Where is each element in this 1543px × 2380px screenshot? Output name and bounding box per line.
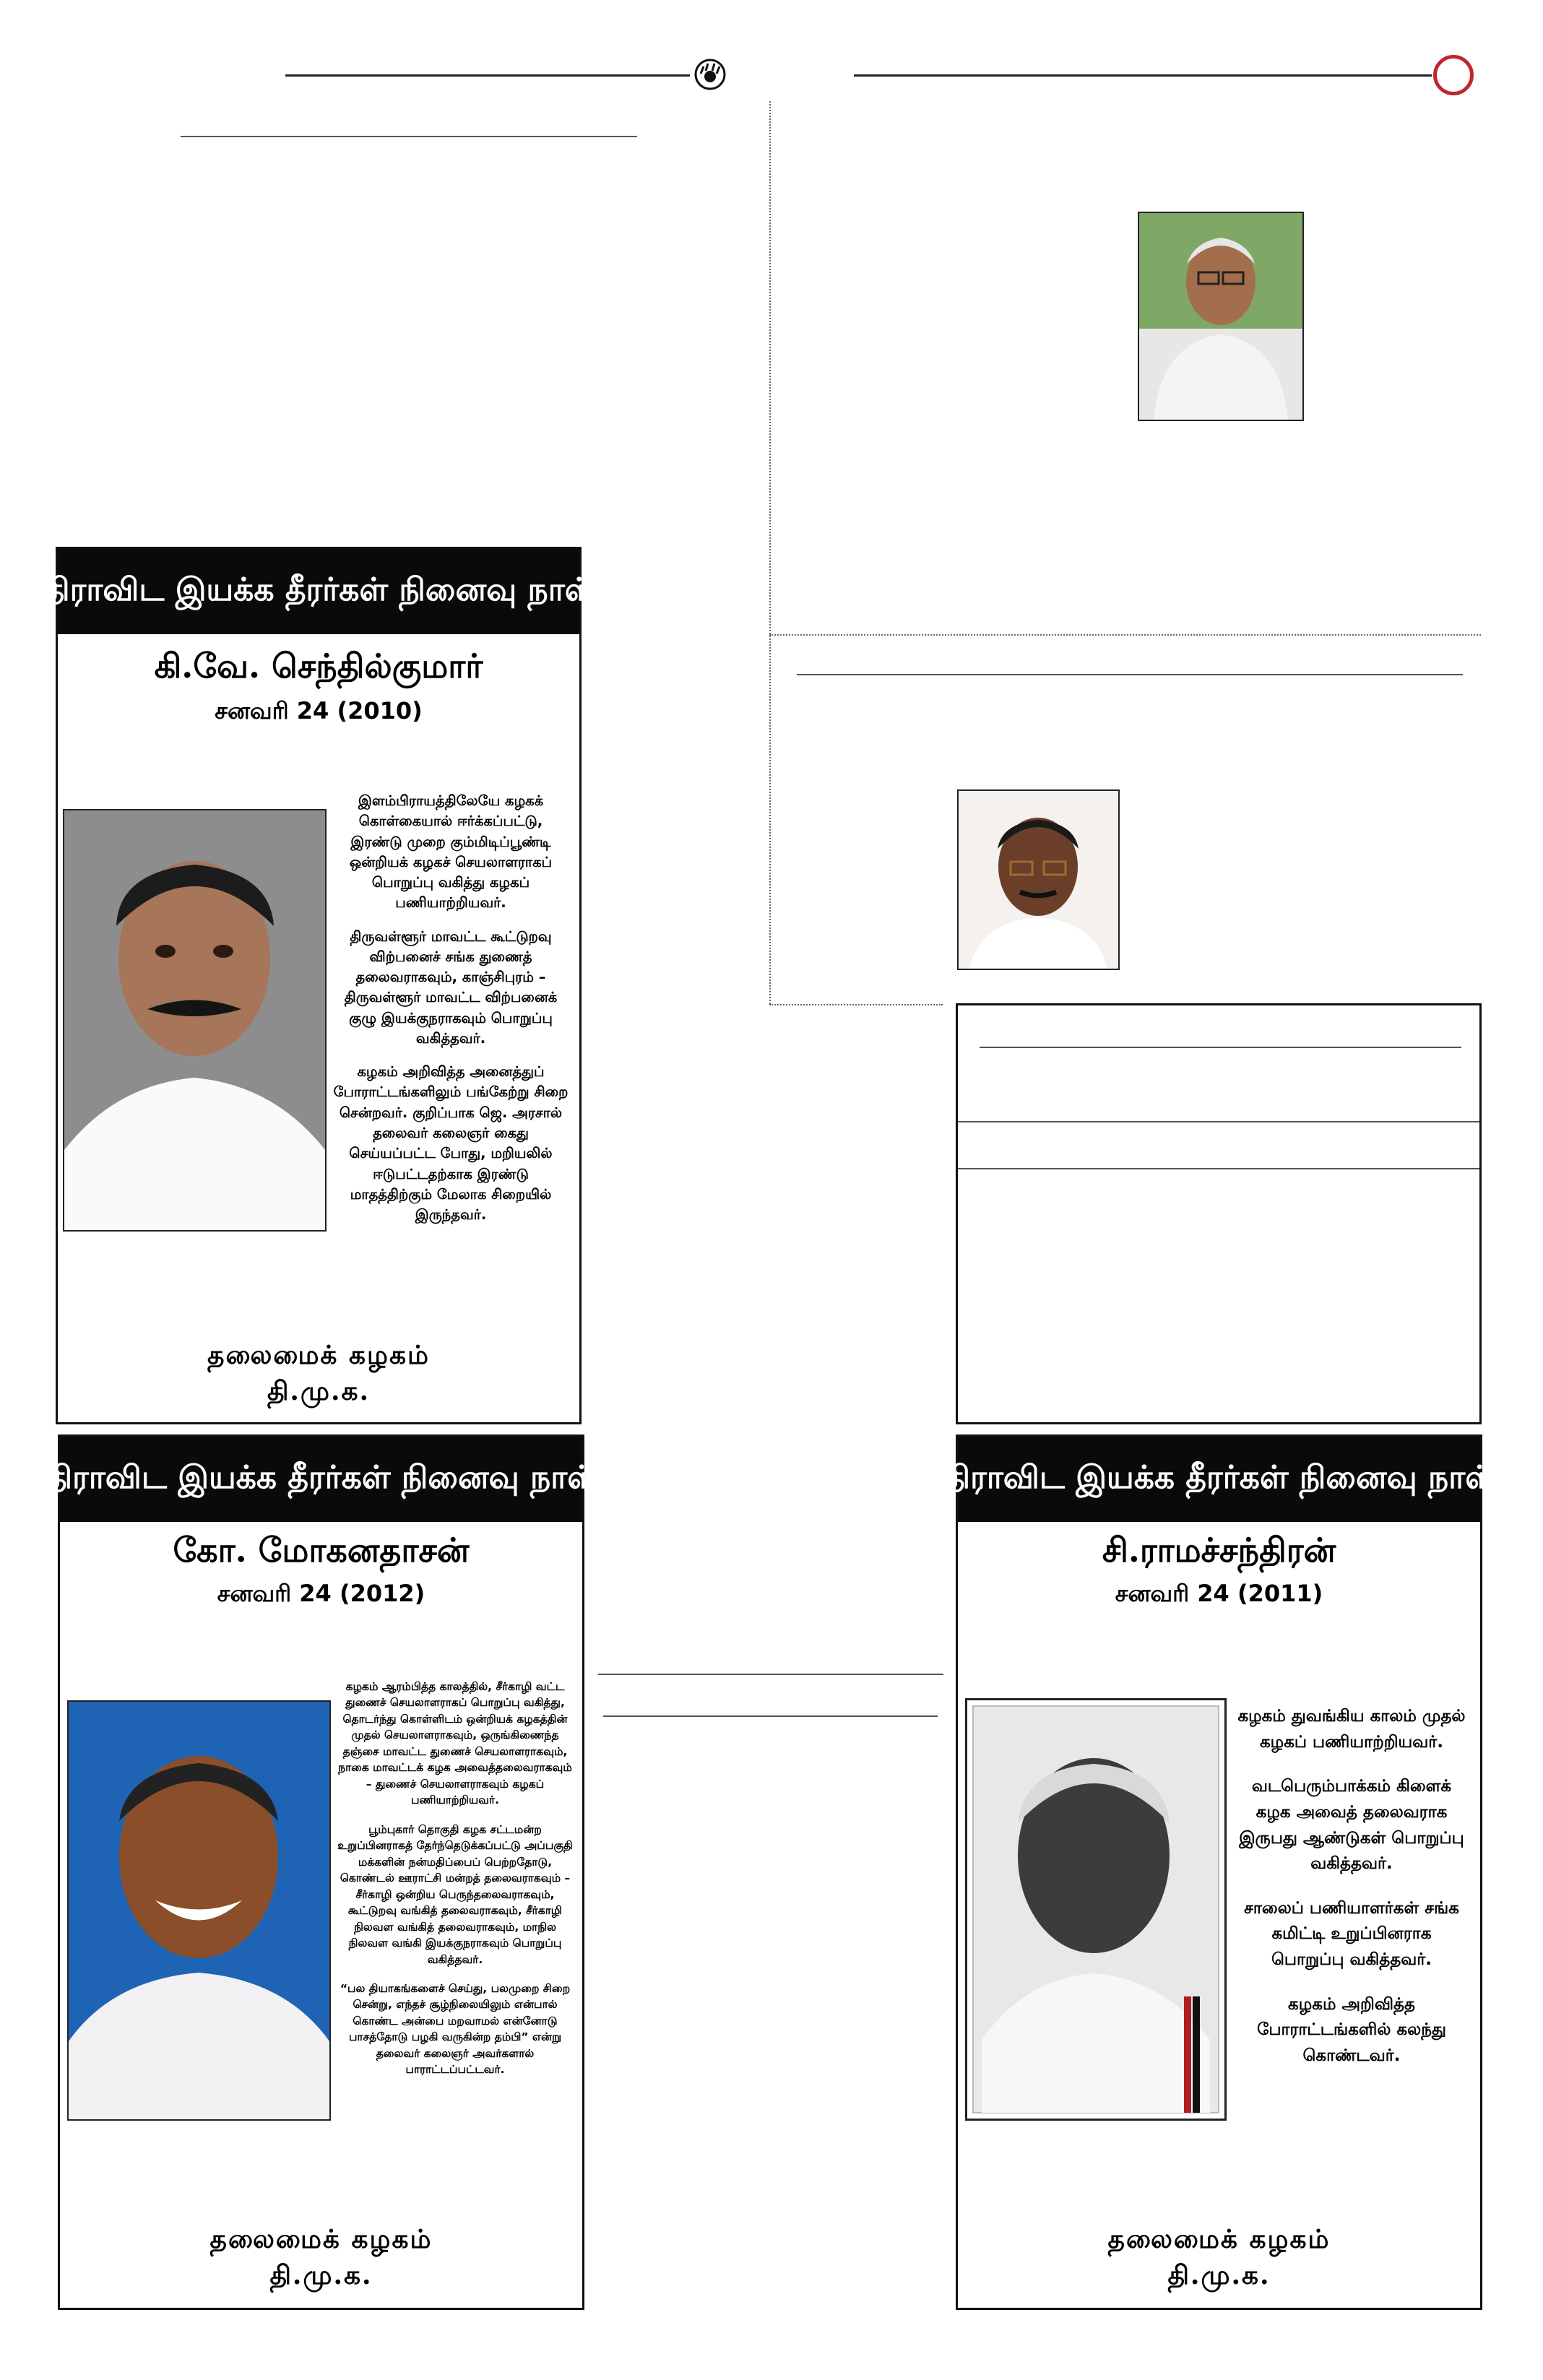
memorial-name: சி.ராமச்சந்திரன்	[1102, 1531, 1336, 1570]
bio-paragraph: சாலைப் பணியாளர்கள் சங்க கமிட்டி உறுப்பினராக பொறுப்பு வகித்தவர்.	[1244, 1898, 1459, 1970]
right-bottom-divider	[769, 1004, 943, 1005]
memorial-bio	[336, 1679, 574, 2091]
bio-paragraph: கழகம் துவங்கிய காலம் முதல் கழகப் பணியாற்றியவர்.	[1237, 1707, 1466, 1752]
memorial-date: சனவரி 24 (2011)	[1115, 1580, 1323, 1607]
portrait-photo-2	[957, 789, 1120, 970]
memorial-name: கி.வே. செந்தில்குமார்	[154, 646, 483, 685]
portrait-photo-1	[1138, 212, 1304, 421]
bio-paragraph: கழகம் அறிவித்த அனைத்துப் போராட்டங்களிலும் பங்கேற்று சிறை சென்றவர். குறிப்பாக ஜெ. அரசால் தலைவர் கலைஞர் கைது செய்யப்பட்ட போது, மறியலில் ஈடுபட்டதற்காக இரண்டு மாதத்திற்கும் மேலாக சிறையில் இருந்தவர்.	[333, 1063, 569, 1224]
top-rule-right	[854, 74, 1432, 77]
memorial-date: சனவரி 24 (2010)	[215, 697, 423, 724]
bio-paragraph: பூம்புகார் தொகுதி கழக சட்டமன்ற உறுப்பினராகத் தேர்ந்தெடுக்கப்பட்டு அப்பகுதி மக்களின் நன்மதிப்பைப் பெற்றதோடு, கொண்டல் ஊராட்சி மன்றத் தலைவராகவும் – சீர்காழி ஒன்றிய பெருந்தலைவராகவும், கூட்டுறவு வங்கித் தலைவராகவும், சீர்காழி நிலவள வங்கித் தலைவராகவும், மாநில நிலவள வங்கி இயக்குநராகவும் பொறுப்பு வகித்தவர்.	[337, 1822, 573, 1966]
memorial-date: சனவரி 24 (2012)	[217, 1580, 425, 1607]
empty-article-box	[956, 1003, 1482, 1424]
bio-paragraph: வடபெரும்பாக்கம் கிளைக் கழக அவைத் தலைவராக இருபது ஆண்டுகள் பொறுப்பு வகித்தவர்.	[1239, 1777, 1464, 1874]
sun-emblem-icon	[693, 58, 727, 91]
bio-paragraph: இளம்பிராயத்திலேயே கழகக் கொள்கையால் ஈர்க்கப்பட்டு, இரண்டு முறை கும்மிடிப்பூண்டி ஒன்றியக் கழகச் செயலாளராகப் பொறுப்பு வகித்து கழகப் பணியாற்றியவர்.	[349, 792, 553, 912]
box-rule	[958, 1168, 1479, 1169]
circle-emblem-icon	[1433, 55, 1474, 95]
bio-paragraph: திருவள்ளூர் மாவட்ட கூட்டுறவு விற்பனைச் சங்க துணைத் தலைவராகவும், காஞ்சிபுரம் – திருவள்ளூர் மாவட்ட விற்பனைக் குழு இயக்குநராகவும் பொறுப்பு வகித்தவர்.	[344, 927, 558, 1047]
right-article-rule	[797, 674, 1463, 675]
bio-paragraph: கழகம் அறிவித்த போராட்டங்களில் கலந்து கொண்டவர்.	[1257, 1994, 1446, 2066]
signature-line-1: தலைமைக் கழகம்	[1107, 2224, 1331, 2254]
right-section-divider	[769, 634, 1481, 636]
memorial-box-3	[944, 1435, 1494, 2310]
memorial-photo	[67, 1700, 331, 2121]
memorial-bio	[331, 791, 571, 1238]
memorial-heading: திராவிட இயக்க தீரர்கள் நினைவு நாள்	[958, 1437, 1480, 1522]
memorial-box-1	[43, 547, 594, 1424]
signature-line-2: தி.மு.க.	[1167, 2260, 1271, 2290]
top-rule-left	[285, 74, 690, 77]
memorial-heading: திராவிட இயக்க தீரர்கள் நினைவு நாள்	[58, 549, 579, 634]
middle-rule	[598, 1674, 943, 1675]
bio-paragraph: கழகம் ஆரம்பித்த காலத்தில், சீர்காழி வட்ட துணைச் செயலாளராகப் பொறுப்பு வகித்து, தொடர்ந்து கொள்ளிடம் ஒன்றியக் கழகத்தின் முதல் செயலாளராகவும், ஒருங்கிணைந்த தஞ்சை மாவட்ட துணைச் செயலாளராகவும், நாகை மாவட்டக் கழக அவைத்தலைவராகவும் – துணைச் செயலாளராகவும் கழகப் பணியாற்றியவர்.	[338, 1680, 572, 1807]
memorial-heading: திராவிட இயக்க தீரர்கள் நினைவு நாள்	[60, 1437, 582, 1522]
signature-line-1: தலைமைக் கழகம்	[207, 1340, 430, 1370]
signature-line-1: தலைமைக் கழகம்	[209, 2224, 433, 2254]
memorial-bio	[1236, 1704, 1467, 2082]
memorial-photo	[63, 809, 327, 1232]
signature-line-2: தி.மு.க.	[267, 1376, 371, 1406]
memorial-name: கோ. மோகனதாசன்	[173, 1531, 470, 1570]
signature-line-2: தி.மு.க.	[269, 2260, 373, 2290]
box-rule	[958, 1121, 1479, 1122]
memorial-photo	[965, 1698, 1227, 2121]
bio-paragraph: “பல தியாகங்களைச் செய்து, பலமுறை சிறை சென்று, எந்தச் சூழ்நிலையிலும் என்பால் கொண்ட அன்பை மறவாமல் என்னோடு பாசத்தோடு பழகி வருகின்ற தம்பி” என்று தலைவர் கலைஞர் அவர்களால் பாராட்டப்பட்டவர்.	[340, 1981, 571, 2077]
left-article-rule	[181, 136, 637, 137]
middle-rule	[603, 1715, 938, 1717]
box-rule	[980, 1047, 1461, 1048]
memorial-box-2	[46, 1435, 596, 2310]
column-divider	[769, 101, 771, 1004]
